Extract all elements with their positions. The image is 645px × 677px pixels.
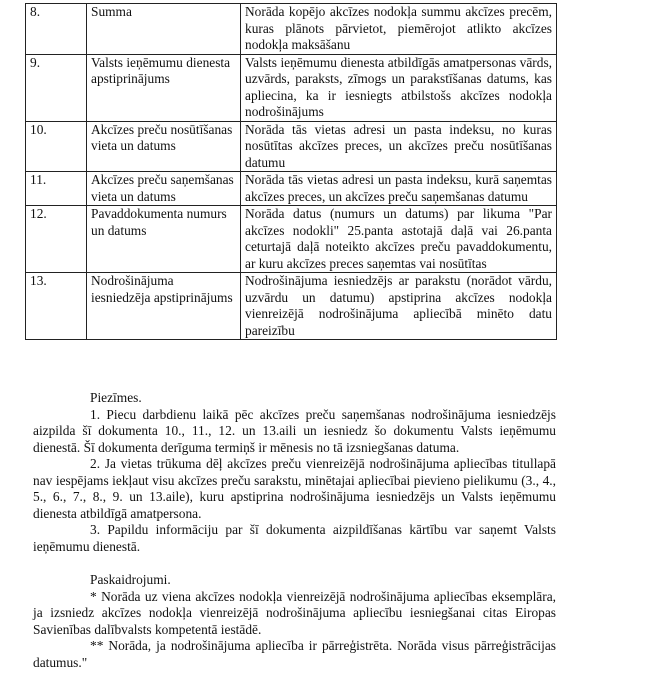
field-name: Summa	[87, 4, 241, 55]
field-name: Valsts ieņēmumu dienesta apstiprinājums	[87, 54, 241, 121]
field-description: Nodrošinājuma iesniedzējs ar parakstu (norādot vārdu, uzvārdu un datumu) apstiprina akcīzes nodokļa vienreizējā nodrošinājuma apliecībā minēto datu pareizību	[241, 273, 557, 340]
table-row	[26, 54, 557, 121]
table-row	[26, 273, 557, 340]
field-description: Norāda datus (numurs un datums) par likuma "Par akcīzes nodokli" 25.panta astotajā daļā vai 26.panta ceturtajā daļā noteikto akcīzes preču pavaddokumentu, ar kuru akcīzes preces saņemtas vai nosūtītas	[241, 206, 557, 273]
note-item: 2. Ja vietas trūkuma dēļ akcīzes preču vienreizējā nodrošinājuma apliecības titullapā nav iespējams iekļaut visu akcīzes preču sarakstu, minētajai apliecībai pievieno pielikumu (3., 4., 5., 6., 7., 8., 9. un 13.aile), kuru apstiprina nodrošinājuma iesniedzējs un Valsts ieņēmumu dienesta atbildīgā amatpersona.	[33, 456, 556, 521]
fields-table	[25, 3, 557, 340]
explanation-item: * Norāda uz viena akcīzes nodokļa vienreizējā nodrošinājuma apliecības eksemplāra, ja izsniedz akcīzes nodokļa vienreizējā nodrošinājuma apliecību iesniegšanai citas Eiropas Savienības dalībvalsts kompetentā iestādē.	[33, 588, 556, 637]
table-row	[26, 206, 557, 273]
note-item: 3. Papildu informāciju par šī dokumenta aizpildīšanas kārtību var saņemt Valsts ieņēmumu dienestā.	[33, 522, 556, 554]
notes-section	[33, 390, 556, 671]
table-row	[26, 4, 557, 55]
row-number: 10.	[26, 121, 87, 172]
field-description: Norāda tās vietas adresi un pasta indeksu, no kuras nosūtītas akcīzes preces, un akcīzes preču nosūtīšanas datumu	[241, 121, 557, 172]
table-row	[26, 172, 557, 206]
row-number: 8.	[26, 4, 87, 55]
field-name: Pavaddokumenta numurs un datums	[87, 206, 241, 273]
field-name: Nodrošinājuma iesniedzēja apstiprinājums	[87, 273, 241, 340]
field-name: Akcīzes preču saņemšanas vieta un datums	[87, 172, 241, 206]
field-description: Norāda tās vietas adresi un pasta indeksu, kurā saņemtas akcīzes preces, un akcīzes preču saņemšanas datumu	[241, 172, 557, 206]
row-number: 11.	[26, 172, 87, 206]
field-description: Norāda kopējo akcīzes nodokļa summu akcīzes precēm, kuras plānots pārvietot, piemērojot atlikto akcīzes nodokļa maksāšanu	[241, 4, 557, 55]
table-row	[26, 121, 557, 172]
row-number: 13.	[26, 273, 87, 340]
explanation-item: ** Norāda, ja nodrošinājuma apliecība ir pārreģistrēta. Norāda visus pārreģistrācijas datumus."	[33, 638, 556, 670]
notes-heading: Piezīmes.	[90, 390, 142, 405]
field-description: Valsts ieņēmumu dienesta atbildīgās amatpersonas vārds, uzvārds, paraksts, zīmogs un parakstīšanas datums, kas apliecina, ka ir iesniegts atbilstošs akcīzes nodokļa nodrošinājums	[241, 54, 557, 121]
note-item: 1. Piecu darbdienu laikā pēc akcīzes preču saņemšanas nodrošinājuma iesniedzējs aizpilda šī dokumenta 10., 11., 12. un 13.aili un iesniedz šo dokumentu Valsts ieņēmumu dienestā. Šī dokumenta derīguma termiņš ir mēnesis no tā izsniegšanas datuma.	[33, 406, 556, 455]
explanations-heading: Paskaidrojumi.	[90, 572, 171, 587]
field-name: Akcīzes preču nosūtīšanas vieta un datums	[87, 121, 241, 172]
row-number: 12.	[26, 206, 87, 273]
row-number: 9.	[26, 54, 87, 121]
